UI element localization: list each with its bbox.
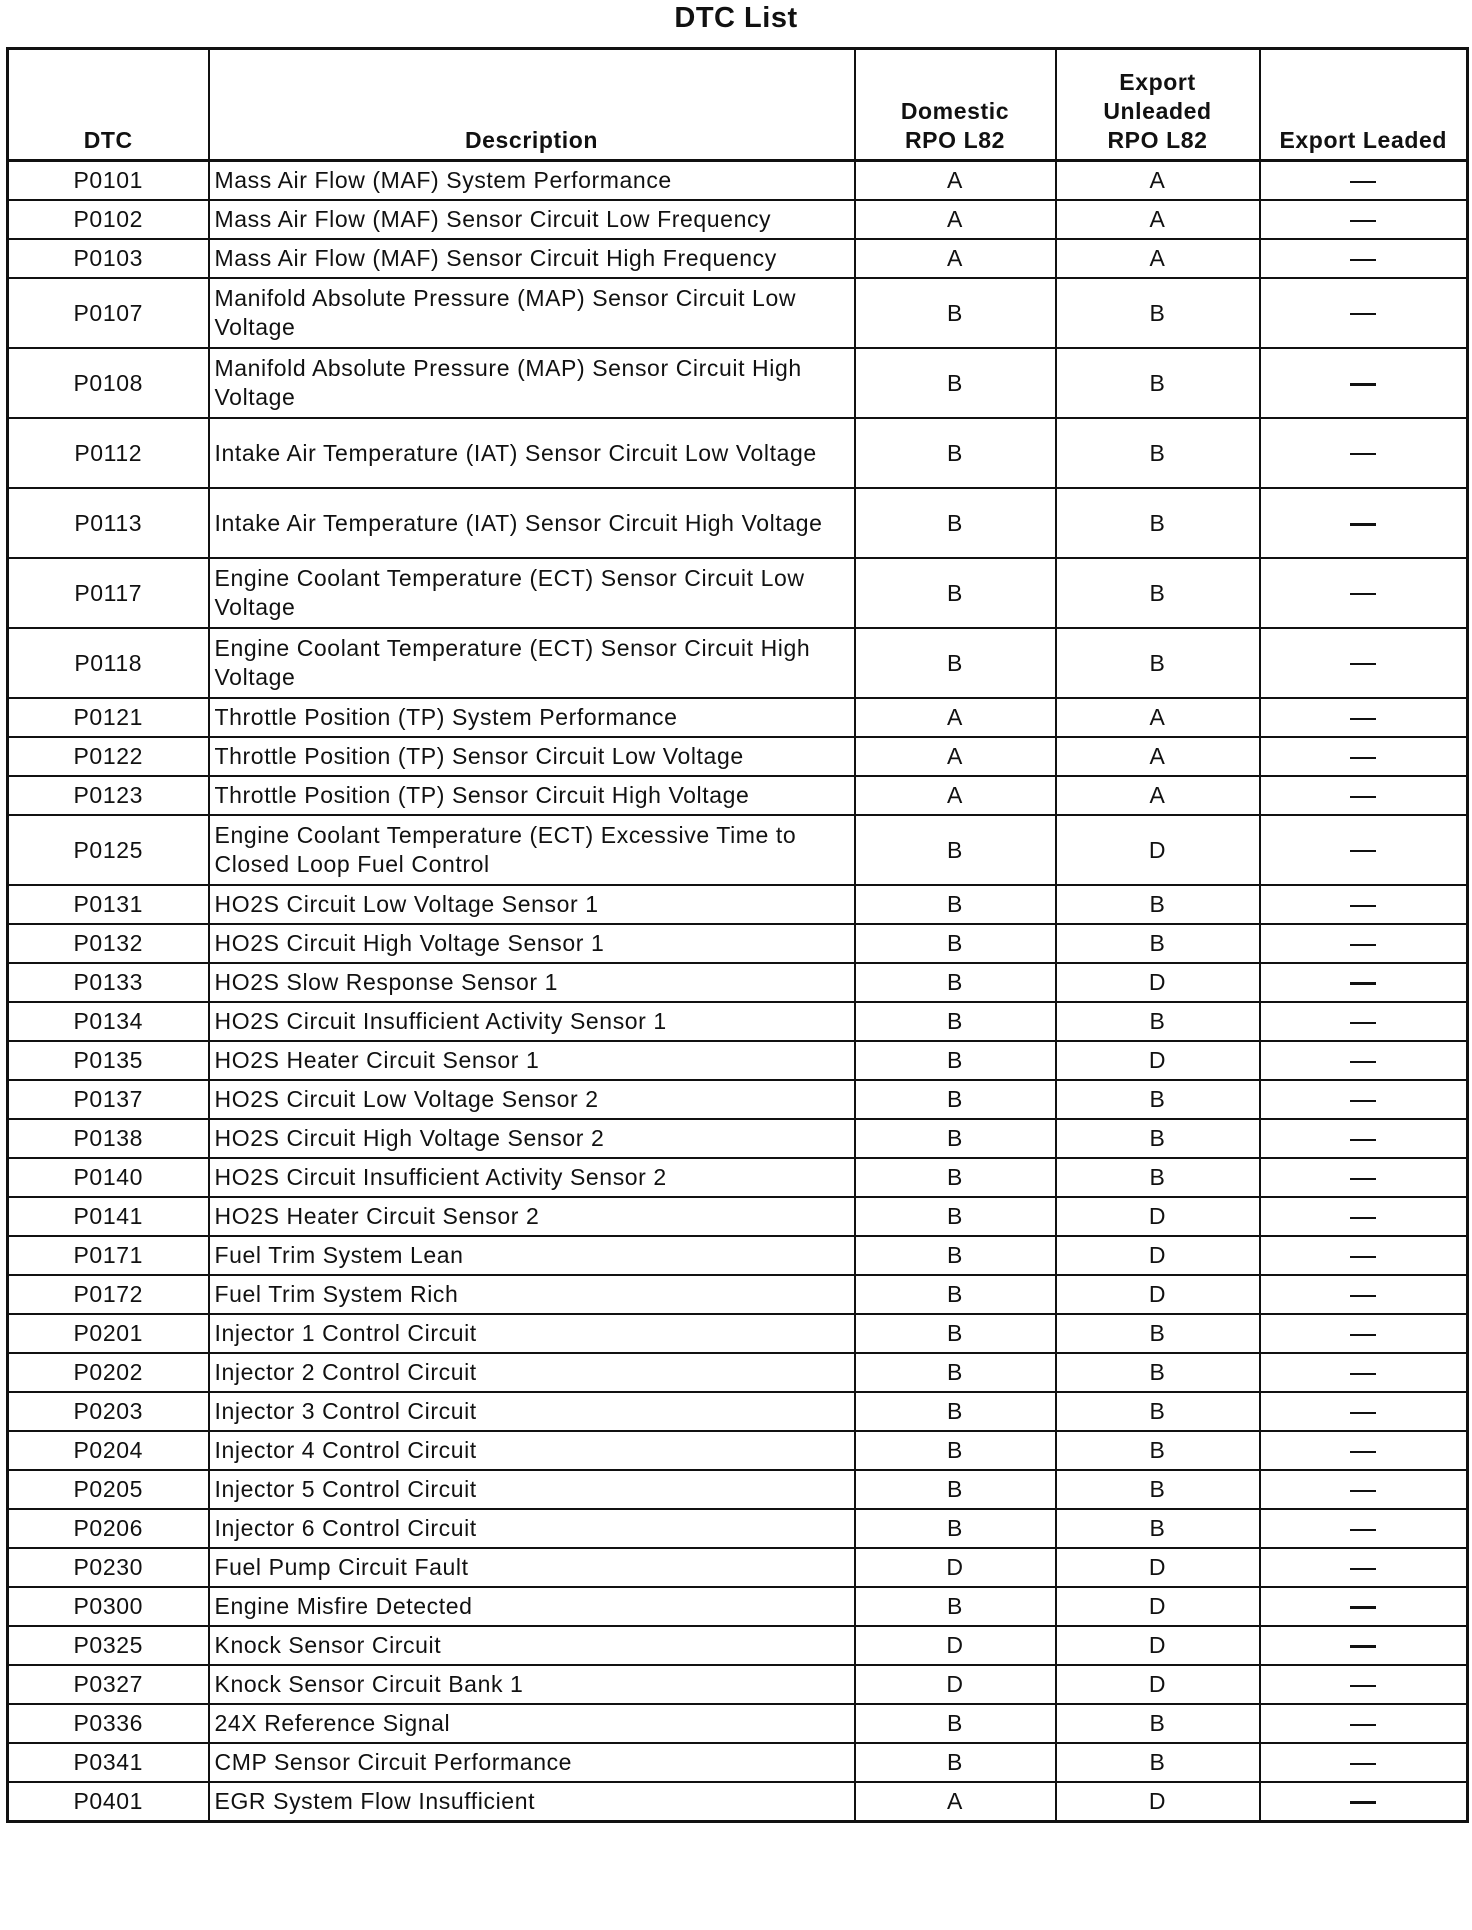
dtc-code-cell: P0133 [8, 963, 209, 1002]
table-row [8, 1509, 1468, 1548]
table-row [8, 885, 1468, 924]
domestic-cell: B [855, 1002, 1056, 1041]
export-leaded-cell [1260, 1353, 1468, 1392]
description-cell: HO2S Circuit High Voltage Sensor 1 [209, 924, 855, 963]
table-row [8, 776, 1468, 815]
export-unleaded-cell: B [1056, 1080, 1260, 1119]
table-row [8, 1002, 1468, 1041]
table-row [8, 239, 1468, 278]
export-unleaded-cell: B [1056, 1119, 1260, 1158]
dtc-code-cell: P0325 [8, 1626, 209, 1665]
description-cell: Throttle Position (TP) Sensor Circuit High Voltage [209, 776, 855, 815]
export-leaded-cell [1260, 558, 1468, 628]
table-row [8, 737, 1468, 776]
domestic-cell: B [855, 628, 1056, 698]
table-body [8, 161, 1468, 1822]
not-applicable-dash [1350, 1724, 1376, 1726]
dtc-code-cell: P0103 [8, 239, 209, 278]
not-applicable-dash [1350, 1022, 1376, 1024]
export-leaded-cell [1260, 1704, 1468, 1743]
description-cell: EGR System Flow Insufficient [209, 1782, 855, 1822]
not-applicable-dash [1350, 453, 1376, 455]
export-leaded-cell [1260, 1431, 1468, 1470]
table-row [8, 963, 1468, 1002]
dtc-code-cell: P0117 [8, 558, 209, 628]
dtc-code-cell: P0206 [8, 1509, 209, 1548]
dtc-code-cell: P0123 [8, 776, 209, 815]
not-applicable-dash [1350, 313, 1376, 315]
export-leaded-cell [1260, 737, 1468, 776]
domestic-cell: B [855, 558, 1056, 628]
dtc-code-cell: P0138 [8, 1119, 209, 1158]
page-title: DTC List [674, 2, 798, 34]
table-row [8, 815, 1468, 885]
export-unleaded-cell: D [1056, 1782, 1260, 1822]
not-applicable-dash [1350, 982, 1376, 985]
table-row [8, 418, 1468, 488]
export-leaded-cell [1260, 1392, 1468, 1431]
export-leaded-cell [1260, 1158, 1468, 1197]
table-row [8, 1587, 1468, 1626]
not-applicable-dash [1350, 181, 1376, 183]
export-leaded-cell [1260, 1275, 1468, 1314]
domestic-cell: B [855, 1275, 1056, 1314]
domestic-cell: B [855, 1353, 1056, 1392]
domestic-cell: B [855, 1509, 1056, 1548]
table-row [8, 1548, 1468, 1587]
export-unleaded-cell: B [1056, 348, 1260, 418]
domestic-cell: B [855, 1314, 1056, 1353]
domestic-cell: A [855, 737, 1056, 776]
not-applicable-dash [1350, 850, 1376, 852]
export-unleaded-cell: A [1056, 200, 1260, 239]
export-unleaded-cell: A [1056, 161, 1260, 201]
export-leaded-cell [1260, 924, 1468, 963]
domestic-cell: B [855, 1158, 1056, 1197]
description-cell: Injector 4 Control Circuit [209, 1431, 855, 1470]
dtc-code-cell: P0230 [8, 1548, 209, 1587]
table-row [8, 1392, 1468, 1431]
description-cell: Injector 1 Control Circuit [209, 1314, 855, 1353]
dtc-code-cell: P0134 [8, 1002, 209, 1041]
not-applicable-dash [1350, 663, 1376, 665]
dtc-code-cell: P0122 [8, 737, 209, 776]
description-cell: Mass Air Flow (MAF) Sensor Circuit Low Frequency [209, 200, 855, 239]
table-row [8, 348, 1468, 418]
description-cell: Manifold Absolute Pressure (MAP) Sensor Circuit High Voltage [209, 348, 855, 418]
table-row [8, 1470, 1468, 1509]
header-export-leaded: Export Leaded [1260, 49, 1468, 161]
description-cell: Injector 2 Control Circuit [209, 1353, 855, 1392]
header-dtc: DTC [8, 49, 209, 161]
dtc-code-cell: P0202 [8, 1353, 209, 1392]
not-applicable-dash [1350, 1568, 1376, 1570]
domestic-cell: B [855, 1431, 1056, 1470]
export-leaded-cell [1260, 1665, 1468, 1704]
not-applicable-dash [1350, 383, 1376, 386]
header-domestic-line-1: Domestic [900, 98, 1010, 124]
export-leaded-cell [1260, 1743, 1468, 1782]
description-cell: HO2S Heater Circuit Sensor 2 [209, 1197, 855, 1236]
export-leaded-cell [1260, 1782, 1468, 1822]
dtc-code-cell: P0204 [8, 1431, 209, 1470]
export-unleaded-cell: D [1056, 1236, 1260, 1275]
domestic-cell: B [855, 1119, 1056, 1158]
domestic-cell: B [855, 278, 1056, 348]
export-unleaded-cell: B [1056, 1743, 1260, 1782]
description-cell: Knock Sensor Circuit Bank 1 [209, 1665, 855, 1704]
domestic-cell: A [855, 161, 1056, 201]
table-row [8, 1119, 1468, 1158]
export-unleaded-cell: B [1056, 558, 1260, 628]
export-unleaded-cell: A [1056, 239, 1260, 278]
description-cell: Engine Coolant Temperature (ECT) Excessive Time to Closed Loop Fuel Control [209, 815, 855, 885]
export-leaded-cell [1260, 885, 1468, 924]
dtc-code-cell: P0113 [8, 488, 209, 558]
description-cell: 24X Reference Signal [209, 1704, 855, 1743]
description-cell: CMP Sensor Circuit Performance [209, 1743, 855, 1782]
table-row [8, 161, 1468, 201]
export-leaded-cell [1260, 418, 1468, 488]
dtc-code-cell: P0300 [8, 1587, 209, 1626]
dtc-code-cell: P0107 [8, 278, 209, 348]
export-leaded-cell [1260, 1041, 1468, 1080]
description-cell: Intake Air Temperature (IAT) Sensor Circuit Low Voltage [209, 418, 855, 488]
export-leaded-cell [1260, 815, 1468, 885]
export-leaded-cell [1260, 278, 1468, 348]
description-cell: Injector 5 Control Circuit [209, 1470, 855, 1509]
description-cell: HO2S Circuit Low Voltage Sensor 1 [209, 885, 855, 924]
not-applicable-dash [1350, 1451, 1376, 1453]
domestic-cell: B [855, 1392, 1056, 1431]
dtc-table [6, 47, 1469, 1823]
export-leaded-cell [1260, 628, 1468, 698]
export-unleaded-cell: D [1056, 1197, 1260, 1236]
domestic-cell: B [855, 885, 1056, 924]
export-unleaded-cell: D [1056, 963, 1260, 1002]
not-applicable-dash [1350, 1334, 1376, 1336]
table-row [8, 1314, 1468, 1353]
table-row [8, 1704, 1468, 1743]
export-unleaded-cell: B [1056, 1470, 1260, 1509]
table-row [8, 200, 1468, 239]
dtc-code-cell: P0101 [8, 161, 209, 201]
export-leaded-cell [1260, 488, 1468, 558]
domestic-cell: B [855, 1470, 1056, 1509]
export-leaded-cell [1260, 1470, 1468, 1509]
dtc-code-cell: P0108 [8, 348, 209, 418]
export-unleaded-cell: B [1056, 1392, 1260, 1431]
domestic-cell: B [855, 1587, 1056, 1626]
table-row [8, 1743, 1468, 1782]
export-unleaded-cell: B [1056, 1704, 1260, 1743]
export-unleaded-cell: B [1056, 278, 1260, 348]
not-applicable-dash [1350, 1295, 1376, 1297]
table-row [8, 698, 1468, 737]
table-row [8, 1353, 1468, 1392]
table-row [8, 924, 1468, 963]
export-unleaded-cell: D [1056, 1665, 1260, 1704]
description-cell: Manifold Absolute Pressure (MAP) Sensor Circuit Low Voltage [209, 278, 855, 348]
export-unleaded-cell: B [1056, 488, 1260, 558]
dtc-code-cell: P0205 [8, 1470, 209, 1509]
export-unleaded-cell: A [1056, 776, 1260, 815]
description-cell: Fuel Trim System Lean [209, 1236, 855, 1275]
table-row [8, 1665, 1468, 1704]
export-unleaded-cell: B [1056, 885, 1260, 924]
export-leaded-cell [1260, 239, 1468, 278]
export-unleaded-cell: B [1056, 924, 1260, 963]
header-row [8, 49, 1468, 161]
domestic-cell: A [855, 200, 1056, 239]
domestic-cell: B [855, 418, 1056, 488]
export-unleaded-cell: A [1056, 737, 1260, 776]
domestic-cell: B [855, 924, 1056, 963]
header-export-unleaded-line-3: RPO L82 [1107, 127, 1208, 153]
export-leaded-cell [1260, 963, 1468, 1002]
description-cell: Fuel Trim System Rich [209, 1275, 855, 1314]
not-applicable-dash [1350, 220, 1376, 222]
export-leaded-cell [1260, 1080, 1468, 1119]
domestic-cell: B [855, 1236, 1056, 1275]
export-leaded-cell [1260, 776, 1468, 815]
dtc-code-cell: P0132 [8, 924, 209, 963]
domestic-cell: B [855, 1743, 1056, 1782]
export-leaded-cell [1260, 1548, 1468, 1587]
description-cell: HO2S Heater Circuit Sensor 1 [209, 1041, 855, 1080]
not-applicable-dash [1350, 523, 1376, 526]
export-leaded-cell [1260, 348, 1468, 418]
not-applicable-dash [1350, 1606, 1376, 1609]
export-unleaded-cell: B [1056, 1431, 1260, 1470]
dtc-code-cell: P0203 [8, 1392, 209, 1431]
dtc-code-cell: P0171 [8, 1236, 209, 1275]
not-applicable-dash [1350, 1139, 1376, 1141]
export-unleaded-cell: B [1056, 418, 1260, 488]
dtc-code-cell: P0131 [8, 885, 209, 924]
export-unleaded-cell: B [1056, 1353, 1260, 1392]
header-export-unleaded-line-2: Unleaded [1103, 98, 1212, 124]
description-cell: Engine Coolant Temperature (ECT) Sensor Circuit High Voltage [209, 628, 855, 698]
export-unleaded-cell: B [1056, 1314, 1260, 1353]
dtc-code-cell: P0137 [8, 1080, 209, 1119]
not-applicable-dash [1350, 1217, 1376, 1219]
table-row [8, 1158, 1468, 1197]
domestic-cell: D [855, 1548, 1056, 1587]
export-unleaded-cell: D [1056, 815, 1260, 885]
dtc-code-cell: P0121 [8, 698, 209, 737]
export-unleaded-cell: B [1056, 628, 1260, 698]
export-leaded-cell [1260, 1509, 1468, 1548]
domestic-cell: B [855, 488, 1056, 558]
description-cell: Mass Air Flow (MAF) Sensor Circuit High Frequency [209, 239, 855, 278]
table-row [8, 1626, 1468, 1665]
description-cell: Throttle Position (TP) Sensor Circuit Low Voltage [209, 737, 855, 776]
export-leaded-cell [1260, 698, 1468, 737]
not-applicable-dash [1350, 593, 1376, 595]
export-unleaded-cell: D [1056, 1626, 1260, 1665]
export-leaded-cell [1260, 1626, 1468, 1665]
domestic-cell: B [855, 963, 1056, 1002]
export-unleaded-cell: D [1056, 1548, 1260, 1587]
description-cell: Knock Sensor Circuit [209, 1626, 855, 1665]
description-cell: HO2S Circuit Low Voltage Sensor 2 [209, 1080, 855, 1119]
not-applicable-dash [1350, 757, 1376, 759]
description-cell: Injector 6 Control Circuit [209, 1509, 855, 1548]
domestic-cell: B [855, 815, 1056, 885]
dtc-code-cell: P0135 [8, 1041, 209, 1080]
domestic-cell: A [855, 1782, 1056, 1822]
dtc-code-cell: P0327 [8, 1665, 209, 1704]
description-cell: HO2S Slow Response Sensor 1 [209, 963, 855, 1002]
description-cell: Injector 3 Control Circuit [209, 1392, 855, 1431]
dtc-code-cell: P0141 [8, 1197, 209, 1236]
export-leaded-cell [1260, 200, 1468, 239]
not-applicable-dash [1350, 1256, 1376, 1258]
table-row [8, 628, 1468, 698]
export-unleaded-cell: B [1056, 1002, 1260, 1041]
not-applicable-dash [1350, 1529, 1376, 1531]
not-applicable-dash [1350, 796, 1376, 798]
export-leaded-cell [1260, 1197, 1468, 1236]
export-leaded-cell [1260, 161, 1468, 201]
not-applicable-dash [1350, 1490, 1376, 1492]
dtc-code-cell: P0341 [8, 1743, 209, 1782]
header-domestic-line-2: RPO L82 [904, 127, 1006, 153]
dtc-code-cell: P0401 [8, 1782, 209, 1822]
header-description: Description [209, 49, 855, 161]
not-applicable-dash [1350, 1373, 1376, 1375]
not-applicable-dash [1350, 259, 1376, 261]
export-unleaded-cell: B [1056, 1158, 1260, 1197]
table-row [8, 278, 1468, 348]
dtc-code-cell: P0102 [8, 200, 209, 239]
domestic-cell: B [855, 1197, 1056, 1236]
description-cell: Engine Coolant Temperature (ECT) Sensor Circuit Low Voltage [209, 558, 855, 628]
description-cell: Throttle Position (TP) System Performance [209, 698, 855, 737]
dtc-code-cell: P0118 [8, 628, 209, 698]
dtc-code-cell: P0112 [8, 418, 209, 488]
table-row [8, 558, 1468, 628]
description-cell: HO2S Circuit Insufficient Activity Sensor 2 [209, 1158, 855, 1197]
export-leaded-cell [1260, 1119, 1468, 1158]
table-row [8, 1080, 1468, 1119]
description-cell: Fuel Pump Circuit Fault [209, 1548, 855, 1587]
export-unleaded-cell: A [1056, 698, 1260, 737]
description-cell: HO2S Circuit Insufficient Activity Sensor 1 [209, 1002, 855, 1041]
domestic-cell: A [855, 698, 1056, 737]
table-row [8, 1041, 1468, 1080]
table-row [8, 1431, 1468, 1470]
table-row [8, 1236, 1468, 1275]
not-applicable-dash [1350, 944, 1376, 946]
not-applicable-dash [1350, 905, 1376, 907]
description-cell: HO2S Circuit High Voltage Sensor 2 [209, 1119, 855, 1158]
not-applicable-dash [1350, 1178, 1376, 1180]
domestic-cell: A [855, 239, 1056, 278]
table-row [8, 488, 1468, 558]
table-row [8, 1197, 1468, 1236]
domestic-cell: B [855, 1041, 1056, 1080]
export-leaded-cell [1260, 1236, 1468, 1275]
export-leaded-cell [1260, 1002, 1468, 1041]
domestic-cell: B [855, 1080, 1056, 1119]
header-export-unleaded-line-1: Export [1119, 69, 1196, 95]
domestic-cell: D [855, 1626, 1056, 1665]
domestic-cell: A [855, 776, 1056, 815]
not-applicable-dash [1350, 718, 1376, 720]
export-unleaded-cell: B [1056, 1509, 1260, 1548]
domestic-cell: D [855, 1665, 1056, 1704]
dtc-code-cell: P0336 [8, 1704, 209, 1743]
not-applicable-dash [1350, 1645, 1376, 1648]
export-leaded-cell [1260, 1587, 1468, 1626]
description-cell: Intake Air Temperature (IAT) Sensor Circuit High Voltage [209, 488, 855, 558]
domestic-cell: B [855, 348, 1056, 418]
export-unleaded-cell: D [1056, 1041, 1260, 1080]
not-applicable-dash [1350, 1685, 1376, 1687]
header-export-unleaded [1056, 49, 1260, 161]
not-applicable-dash [1350, 1412, 1376, 1414]
not-applicable-dash [1350, 1763, 1376, 1765]
not-applicable-dash [1350, 1061, 1376, 1063]
dtc-code-cell: P0140 [8, 1158, 209, 1197]
export-leaded-cell [1260, 1314, 1468, 1353]
not-applicable-dash [1350, 1801, 1376, 1804]
description-cell: Mass Air Flow (MAF) System Performance [209, 161, 855, 201]
description-cell: Engine Misfire Detected [209, 1587, 855, 1626]
header-domestic [855, 49, 1056, 161]
domestic-cell: B [855, 1704, 1056, 1743]
export-unleaded-cell: D [1056, 1587, 1260, 1626]
dtc-code-cell: P0201 [8, 1314, 209, 1353]
dtc-code-cell: P0125 [8, 815, 209, 885]
table-row [8, 1782, 1468, 1822]
not-applicable-dash [1350, 1100, 1376, 1102]
table-row [8, 1275, 1468, 1314]
dtc-code-cell: P0172 [8, 1275, 209, 1314]
export-unleaded-cell: D [1056, 1275, 1260, 1314]
